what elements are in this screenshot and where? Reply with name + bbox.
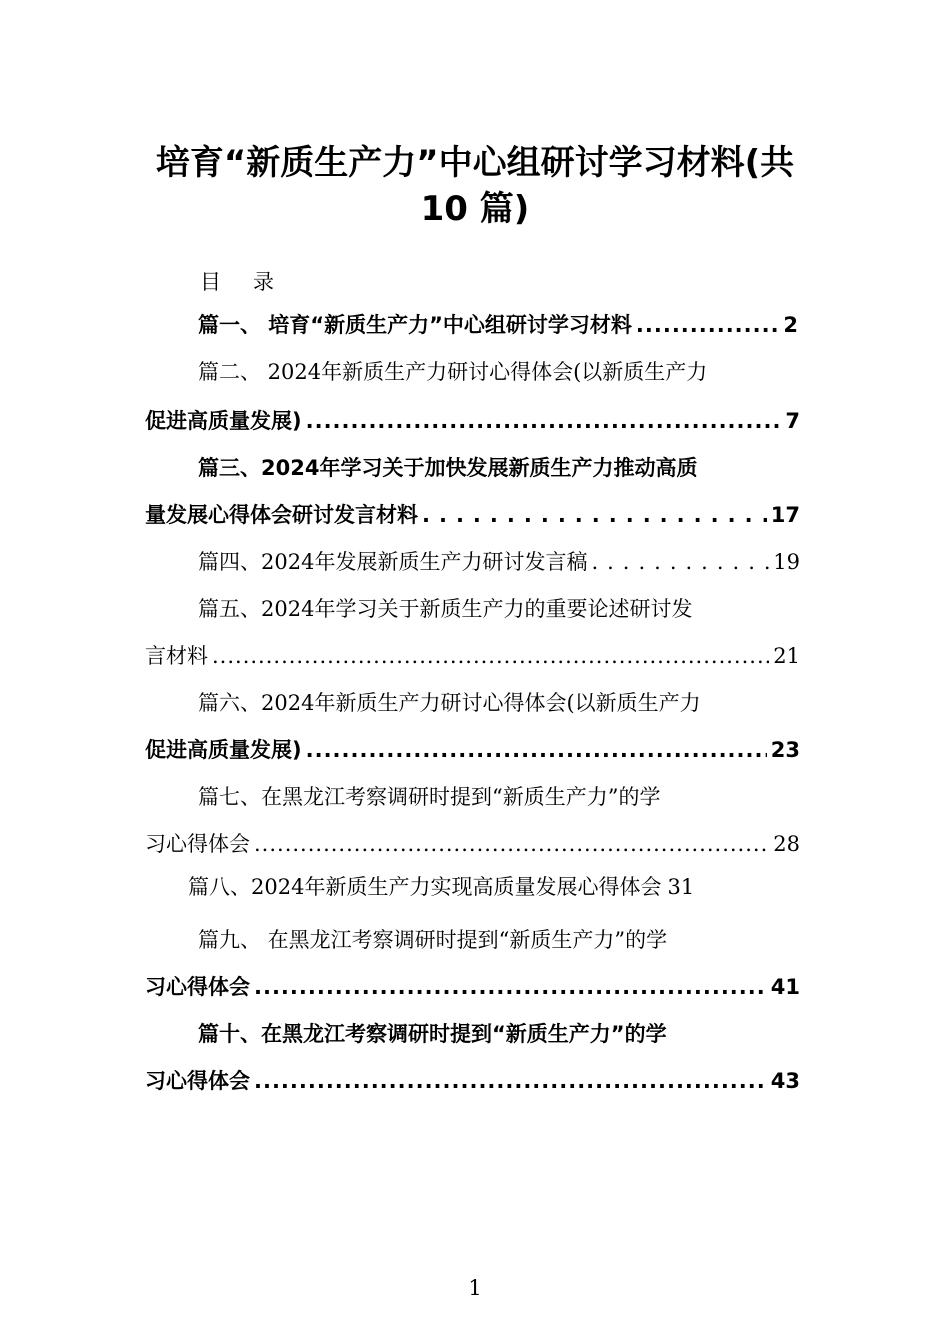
toc-entry-9-line-1[interactable]: 篇九、 在黑龙江考察调研时提到“新质生产力”的学 (198, 928, 668, 952)
toc-entry-2-line-2[interactable] (145, 404, 800, 438)
toc-leader (254, 1064, 767, 1098)
toc-entry-8-title: 篇八、2024年新质生产力实现高质量发展心得体会 (188, 875, 662, 899)
toc-entry-3-page: 17 (770, 503, 800, 527)
toc-entry-4-title: 篇四、2024年发展新质生产力研讨发言稿 (198, 550, 588, 574)
toc-entry-5-line-2[interactable] (145, 639, 800, 673)
toc-entry-9-line-2[interactable] (145, 970, 800, 1004)
toc-entry-2-cont: 促进高质量发展) (145, 409, 302, 433)
toc-leader (306, 733, 767, 767)
toc-leader (254, 970, 767, 1004)
toc-entry-4-page: 19 (773, 550, 800, 574)
toc-entry-7-cont: 习心得体会 (145, 832, 250, 856)
title-line-2: 10 篇) (420, 189, 530, 229)
toc-leader (254, 827, 769, 861)
toc-entry-6-cont: 促进高质量发展) (145, 738, 302, 762)
toc-leader (306, 404, 782, 438)
toc-entry-10-page: 43 (770, 1069, 800, 1093)
toc-entry-10-line-2[interactable] (145, 1064, 800, 1098)
toc-entry-8-page: 31 (667, 875, 695, 899)
toc-entry-1-title: 篇一、 培育“新质生产力”中心组研讨学习材料 (198, 313, 632, 337)
toc-entry-7-line-2[interactable] (145, 827, 800, 861)
toc-entry-7-page: 28 (773, 832, 800, 856)
toc-entry-6-line-1[interactable]: 篇六、2024年新质生产力研讨心得体会(以新质生产力 (198, 691, 701, 715)
toc-entry-8[interactable] (188, 870, 803, 904)
toc-entry-4[interactable] (198, 545, 800, 579)
title-line-1: 培育“新质生产力”中心组研讨学习材料(共 (155, 143, 795, 183)
toc-entry-9-cont: 习心得体会 (145, 975, 250, 999)
toc-entry-6-page: 23 (770, 738, 800, 762)
toc-leader (422, 498, 767, 532)
toc-entry-5-cont: 言材料 (145, 644, 208, 668)
toc-entry-2-line-1[interactable]: 篇二、 2024年新质生产力研讨心得体会(以新质生产力 (198, 360, 708, 384)
toc-entry-5-line-1[interactable]: 篇五、2024年学习关于新质生产力的重要论述研讨发 (198, 597, 693, 621)
toc-entry-6-line-2[interactable] (145, 733, 800, 767)
toc-entry-9-page: 41 (770, 975, 800, 999)
toc-entry-3-cont: 量发展心得体会研讨发言材料 (145, 503, 418, 527)
toc-leader (636, 308, 779, 342)
toc-entry-1[interactable] (198, 308, 798, 342)
toc-entry-3-line-2[interactable] (145, 498, 800, 532)
page-number: 1 (468, 1276, 482, 1300)
toc-entry-5-page: 21 (773, 644, 800, 668)
toc-entry-7-line-1[interactable]: 篇七、在黑龙江考察调研时提到“新质生产力”的学 (198, 785, 661, 809)
toc-entry-2-page: 7 (785, 409, 800, 433)
toc-heading: 目录 (200, 270, 306, 294)
toc-entry-10-cont: 习心得体会 (145, 1069, 250, 1093)
document-title (140, 140, 810, 232)
toc-leader (591, 545, 769, 579)
toc-entry-1-page: 2 (783, 313, 798, 337)
toc-entry-3-line-1[interactable]: 篇三、2024年学习关于加快发展新质生产力推动高质 (198, 456, 698, 480)
toc-entry-10-line-1[interactable]: 篇十、在黑龙江考察调研时提到“新质生产力”的学 (198, 1022, 667, 1046)
toc-leader (212, 639, 769, 673)
